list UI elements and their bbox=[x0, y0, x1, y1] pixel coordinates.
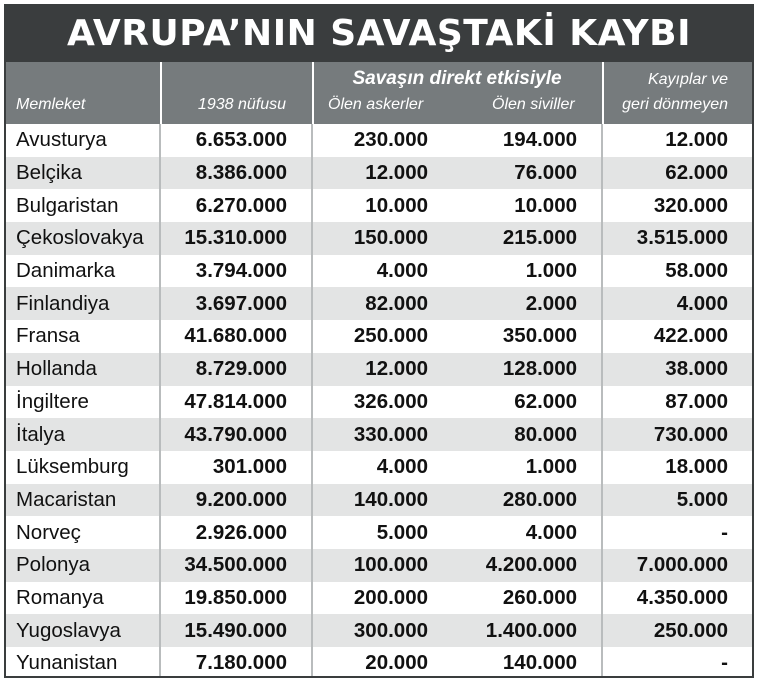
header-soldiers: Ölen askerler bbox=[328, 96, 424, 113]
cell-soldiers: 20.000 bbox=[312, 647, 452, 678]
cell-missing: 58.000 bbox=[602, 255, 752, 288]
cell-country: Belçika bbox=[6, 157, 160, 190]
header-civilians: Ölen siviller bbox=[492, 96, 575, 113]
cell-civilians: 1.400.000 bbox=[452, 614, 602, 647]
header-missing-line2: geri dönmeyen bbox=[622, 96, 728, 113]
header-country: Memleket bbox=[16, 96, 86, 113]
cell-soldiers: 300.000 bbox=[312, 614, 452, 647]
cell-civilians: 140.000 bbox=[452, 647, 602, 678]
cell-country: Norveç bbox=[6, 516, 160, 549]
header-divider bbox=[602, 62, 604, 124]
cell-soldiers: 12.000 bbox=[312, 157, 452, 190]
cell-missing: 38.000 bbox=[602, 353, 752, 386]
cell-population: 8.386.000 bbox=[160, 157, 312, 190]
cell-soldiers: 4.000 bbox=[312, 451, 452, 484]
table-row bbox=[6, 353, 752, 386]
cell-country: Polonya bbox=[6, 549, 160, 582]
table-row bbox=[6, 255, 752, 288]
cell-civilians: 2.000 bbox=[452, 287, 602, 320]
cell-population: 43.790.000 bbox=[160, 418, 312, 451]
table-row bbox=[6, 222, 752, 255]
cell-soldiers: 12.000 bbox=[312, 353, 452, 386]
cell-population: 19.850.000 bbox=[160, 582, 312, 615]
table-row bbox=[6, 582, 752, 615]
cell-missing: 422.000 bbox=[602, 320, 752, 353]
cell-country: Fransa bbox=[6, 320, 160, 353]
cell-civilians: 4.000 bbox=[452, 516, 602, 549]
cell-population: 8.729.000 bbox=[160, 353, 312, 386]
cell-population: 15.490.000 bbox=[160, 614, 312, 647]
cell-civilians: 4.200.000 bbox=[452, 549, 602, 582]
header-population: 1938 nüfusu bbox=[197, 96, 286, 113]
cell-soldiers: 330.000 bbox=[312, 418, 452, 451]
cell-country: Lüksemburg bbox=[6, 451, 160, 484]
table-row bbox=[6, 418, 752, 451]
cell-missing: 320.000 bbox=[602, 189, 752, 222]
cell-population: 3.794.000 bbox=[160, 255, 312, 288]
cell-country: Avusturya bbox=[6, 124, 160, 157]
table-row bbox=[6, 451, 752, 484]
cell-country: Danimarka bbox=[6, 255, 160, 288]
cell-civilians: 215.000 bbox=[452, 222, 602, 255]
cell-soldiers: 250.000 bbox=[312, 320, 452, 353]
table-row bbox=[6, 549, 752, 582]
table-row bbox=[6, 516, 752, 549]
cell-population: 34.500.000 bbox=[160, 549, 312, 582]
cell-missing: 12.000 bbox=[602, 124, 752, 157]
losses-table bbox=[6, 124, 752, 678]
table-row bbox=[6, 124, 752, 157]
cell-civilians: 76.000 bbox=[452, 157, 602, 190]
cell-civilians: 80.000 bbox=[452, 418, 602, 451]
cell-population: 47.814.000 bbox=[160, 386, 312, 419]
cell-soldiers: 140.000 bbox=[312, 484, 452, 517]
cell-population: 301.000 bbox=[160, 451, 312, 484]
cell-country: İngiltere bbox=[6, 386, 160, 419]
cell-country: Bulgaristan bbox=[6, 189, 160, 222]
table-row bbox=[6, 614, 752, 647]
cell-soldiers: 5.000 bbox=[312, 516, 452, 549]
cell-country: Hollanda bbox=[6, 353, 160, 386]
cell-civilians: 62.000 bbox=[452, 386, 602, 419]
cell-country: Romanya bbox=[6, 582, 160, 615]
cell-soldiers: 150.000 bbox=[312, 222, 452, 255]
table-row bbox=[6, 157, 752, 190]
cell-missing: 5.000 bbox=[602, 484, 752, 517]
cell-civilians: 128.000 bbox=[452, 353, 602, 386]
cell-missing: 4.350.000 bbox=[602, 582, 752, 615]
cell-country: Yunanistan bbox=[6, 647, 160, 678]
table-row bbox=[6, 647, 752, 678]
table-title: AVRUPA’NIN SAVAŞTAKİ KAYBI bbox=[6, 6, 752, 62]
cell-country: Macaristan bbox=[6, 484, 160, 517]
table-row bbox=[6, 386, 752, 419]
cell-population: 9.200.000 bbox=[160, 484, 312, 517]
cell-civilians: 10.000 bbox=[452, 189, 602, 222]
cell-missing: - bbox=[602, 516, 752, 549]
table-row bbox=[6, 320, 752, 353]
cell-soldiers: 326.000 bbox=[312, 386, 452, 419]
cell-civilians: 280.000 bbox=[452, 484, 602, 517]
cell-missing: - bbox=[602, 647, 752, 678]
table-row bbox=[6, 484, 752, 517]
cell-country: İtalya bbox=[6, 418, 160, 451]
cell-soldiers: 82.000 bbox=[312, 287, 452, 320]
cell-missing: 730.000 bbox=[602, 418, 752, 451]
cell-civilians: 260.000 bbox=[452, 582, 602, 615]
losses-table-card bbox=[4, 4, 754, 678]
cell-country: Finlandiya bbox=[6, 287, 160, 320]
cell-population: 7.180.000 bbox=[160, 647, 312, 678]
cell-country: Yugoslavya bbox=[6, 614, 160, 647]
cell-civilians: 1.000 bbox=[452, 255, 602, 288]
header-missing-line1: Kayıplar ve bbox=[647, 71, 728, 88]
table-row bbox=[6, 287, 752, 320]
cell-soldiers: 200.000 bbox=[312, 582, 452, 615]
cell-population: 6.270.000 bbox=[160, 189, 312, 222]
cell-missing: 250.000 bbox=[602, 614, 752, 647]
cell-missing: 62.000 bbox=[602, 157, 752, 190]
cell-missing: 3.515.000 bbox=[602, 222, 752, 255]
cell-population: 41.680.000 bbox=[160, 320, 312, 353]
cell-missing: 87.000 bbox=[602, 386, 752, 419]
cell-civilians: 1.000 bbox=[452, 451, 602, 484]
cell-population: 6.653.000 bbox=[160, 124, 312, 157]
table-header bbox=[6, 62, 752, 124]
cell-soldiers: 230.000 bbox=[312, 124, 452, 157]
table-row bbox=[6, 189, 752, 222]
cell-missing: 4.000 bbox=[602, 287, 752, 320]
cell-soldiers: 100.000 bbox=[312, 549, 452, 582]
header-divider bbox=[160, 62, 162, 124]
cell-soldiers: 10.000 bbox=[312, 189, 452, 222]
cell-civilians: 194.000 bbox=[452, 124, 602, 157]
cell-soldiers: 4.000 bbox=[312, 255, 452, 288]
cell-missing: 7.000.000 bbox=[602, 549, 752, 582]
cell-population: 15.310.000 bbox=[160, 222, 312, 255]
header-group-direct-effect: Savaşın direkt etkisiyle bbox=[352, 68, 562, 89]
cell-country: Çekoslovakya bbox=[6, 222, 160, 255]
cell-population: 3.697.000 bbox=[160, 287, 312, 320]
table-body bbox=[6, 124, 752, 678]
cell-civilians: 350.000 bbox=[452, 320, 602, 353]
cell-population: 2.926.000 bbox=[160, 516, 312, 549]
cell-missing: 18.000 bbox=[602, 451, 752, 484]
